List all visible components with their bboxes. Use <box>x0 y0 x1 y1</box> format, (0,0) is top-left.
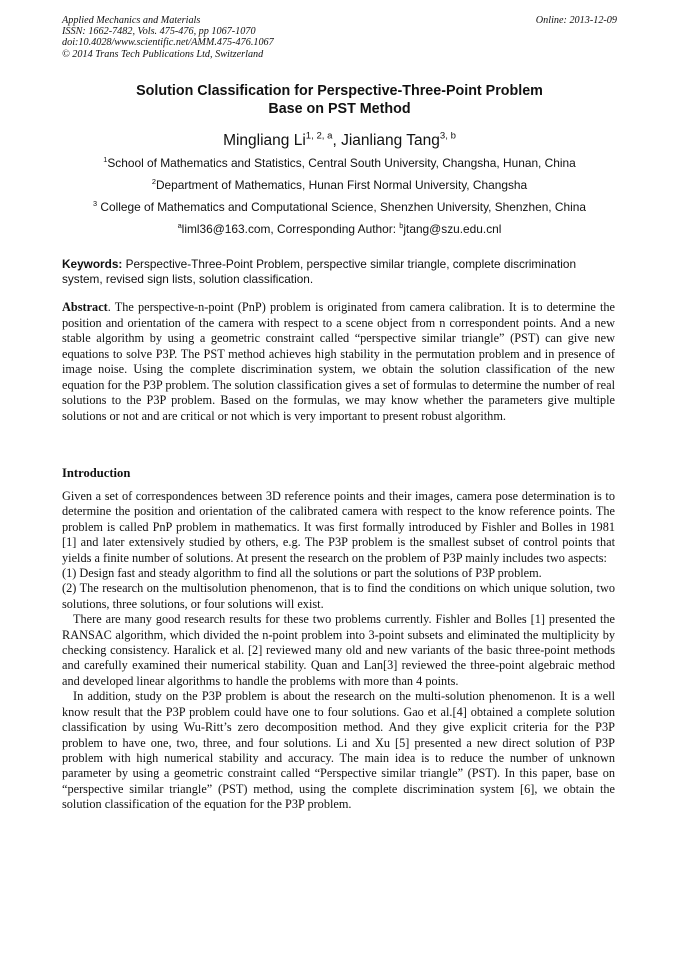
email-marker: b <box>399 220 404 230</box>
email-marker: a <box>177 220 182 230</box>
issn-line: ISSN: 1662-7482, Vols. 475-476, pp 1067-1070 <box>62 26 256 38</box>
title-line-2: Base on PST Method <box>268 101 411 117</box>
doi-line: doi:10.4028/www.scientific.net/AMM.475-476.1067 <box>62 37 274 49</box>
abstract <box>62 300 615 424</box>
affiliation-marker: 3 <box>93 198 98 208</box>
abstract-label: Abstract <box>62 300 108 314</box>
affiliation-text: College of Mathematics and Computational Science, Shenzhen University, Shenzhen, China <box>97 200 586 214</box>
intro-paragraph: Given a set of correspondences between 3D reference points and their images, camera pose determination is to determine the position and orientation of the calibrated camera with respect to the know reference points. The problem is called PnP problem in mathematics. It was first formally introduced by Fishler and Bolles in 1981 [1] and later extensively studied by others, e.g. The P3P problem is the smallest subset of control points that yields a finite number of solutions. At present the research on the problem of P3P mainly includes two aspects: <box>62 489 615 565</box>
email-text: liml36@163.com, Corresponding Author: <box>181 222 400 236</box>
intro-paragraph: In addition, study on the P3P problem is about the research on the multi-solution phenomenon. It is a well know result that the P3P problem could have one to four solutions. Gao et al.[4] obtained a complete solution classification by using Wu-Ritt’s zero decomposition method. And they give explicit criteria for the P3P problem to have one, two, three, and four solutions. Li and Xu [5] presented a new direct solution of P3P problem with high numerical stability and accuracy. The main idea is to reduce the number of unknown parameter by using a geometric constraint called “Perspective similar triangle” (PST). In this paper, base on “perspective similar triangle” (PST) method, using the complete discrimination system [6], we obtain the solution classification of the equation for the P3P problem. <box>62 689 615 812</box>
affiliation-marker: 2 <box>151 176 156 186</box>
title-line-1: Solution Classification for Perspective-Three-Point Problem <box>136 83 543 99</box>
keywords <box>62 257 617 287</box>
keywords-label: Keywords: <box>62 257 123 271</box>
author-affiliation-marker: 1, 2, a <box>305 130 333 142</box>
copyright-line: © 2014 Trans Tech Publications Ltd, Switzerland <box>62 48 264 60</box>
author-separator: , <box>332 132 342 149</box>
paper-title <box>62 82 617 118</box>
author-list <box>62 131 617 151</box>
journal-header <box>62 15 617 60</box>
intro-paragraph: There are many good research results for these two problems currently. Fishler and Bolles [1] presented the RANSAC algorithm, which divided the n-point problem into 3-point subsets and eliminated the multiplicity by checking consistency. Haralick et al. [2] reviewed many old and new variants of the basic three-point methods and carefully examined their numerical stability. Quan and Lan[3] reviewed the three-point algebraic method and developed linear algorithms to handle the problems with more than 4 points. <box>62 612 615 688</box>
affiliation-1 <box>62 156 617 170</box>
journal-name: Applied Mechanics and Materials <box>62 15 201 26</box>
affiliation-text: School of Mathematics and Statistics, Central South University, Changsha, Hunan, China <box>107 156 576 170</box>
abstract-text: . The perspective-n-point (PnP) problem is originated from camera calibration. It is to determine the position and orientation of the camera with respect to a scene object from n correspondent points. And a new stable algorithm by using a geometric constraint called “perspective similar triangle” (PST) can give new equations to solve P3P. The PST method achieves high stability in the permutation problem and in presence of image noise. Using the complete discrimination system, we obtain the solution classification of the new equation for the P3P problem. The solution classification gives a set of formulas to determine the number of real solutions to the P3P problem. Based on the formulas, we may know whether the parameters give multiple solutions or not and are critical or not which is very important to present robust algorithm. <box>62 300 615 423</box>
author-emails <box>62 222 617 236</box>
keywords-text: Perspective-Three-Point Problem, perspective similar triangle, complete discrimination system, revised sign lists, solution classification. <box>62 257 577 286</box>
affiliation-3 <box>62 200 617 214</box>
online-date: Online: 2013-12-09 <box>535 15 617 26</box>
intro-list-item: (1) Design fast and steady algorithm to find all the solutions or part the solutions of P3P problem. <box>62 566 542 581</box>
author-name: Jianliang Tang <box>341 132 440 149</box>
email-text: jtang@szu.edu.cnl <box>403 222 502 236</box>
section-heading-introduction: Introduction <box>62 466 131 480</box>
author-affiliation-marker: 3, b <box>439 130 456 142</box>
intro-list-item: (2) The research on the multisolution phenomenon, that is to find the conditions on which unique solution, two solutions, three solutions, or four solutions will exist. <box>62 581 615 611</box>
introduction-body <box>62 489 615 813</box>
affiliation-marker: 1 <box>103 154 108 164</box>
affiliation-2 <box>62 178 617 192</box>
author-name: Mingliang Li <box>223 132 306 149</box>
affiliation-text: Department of Mathematics, Hunan First Normal University, Changsha <box>155 178 528 192</box>
